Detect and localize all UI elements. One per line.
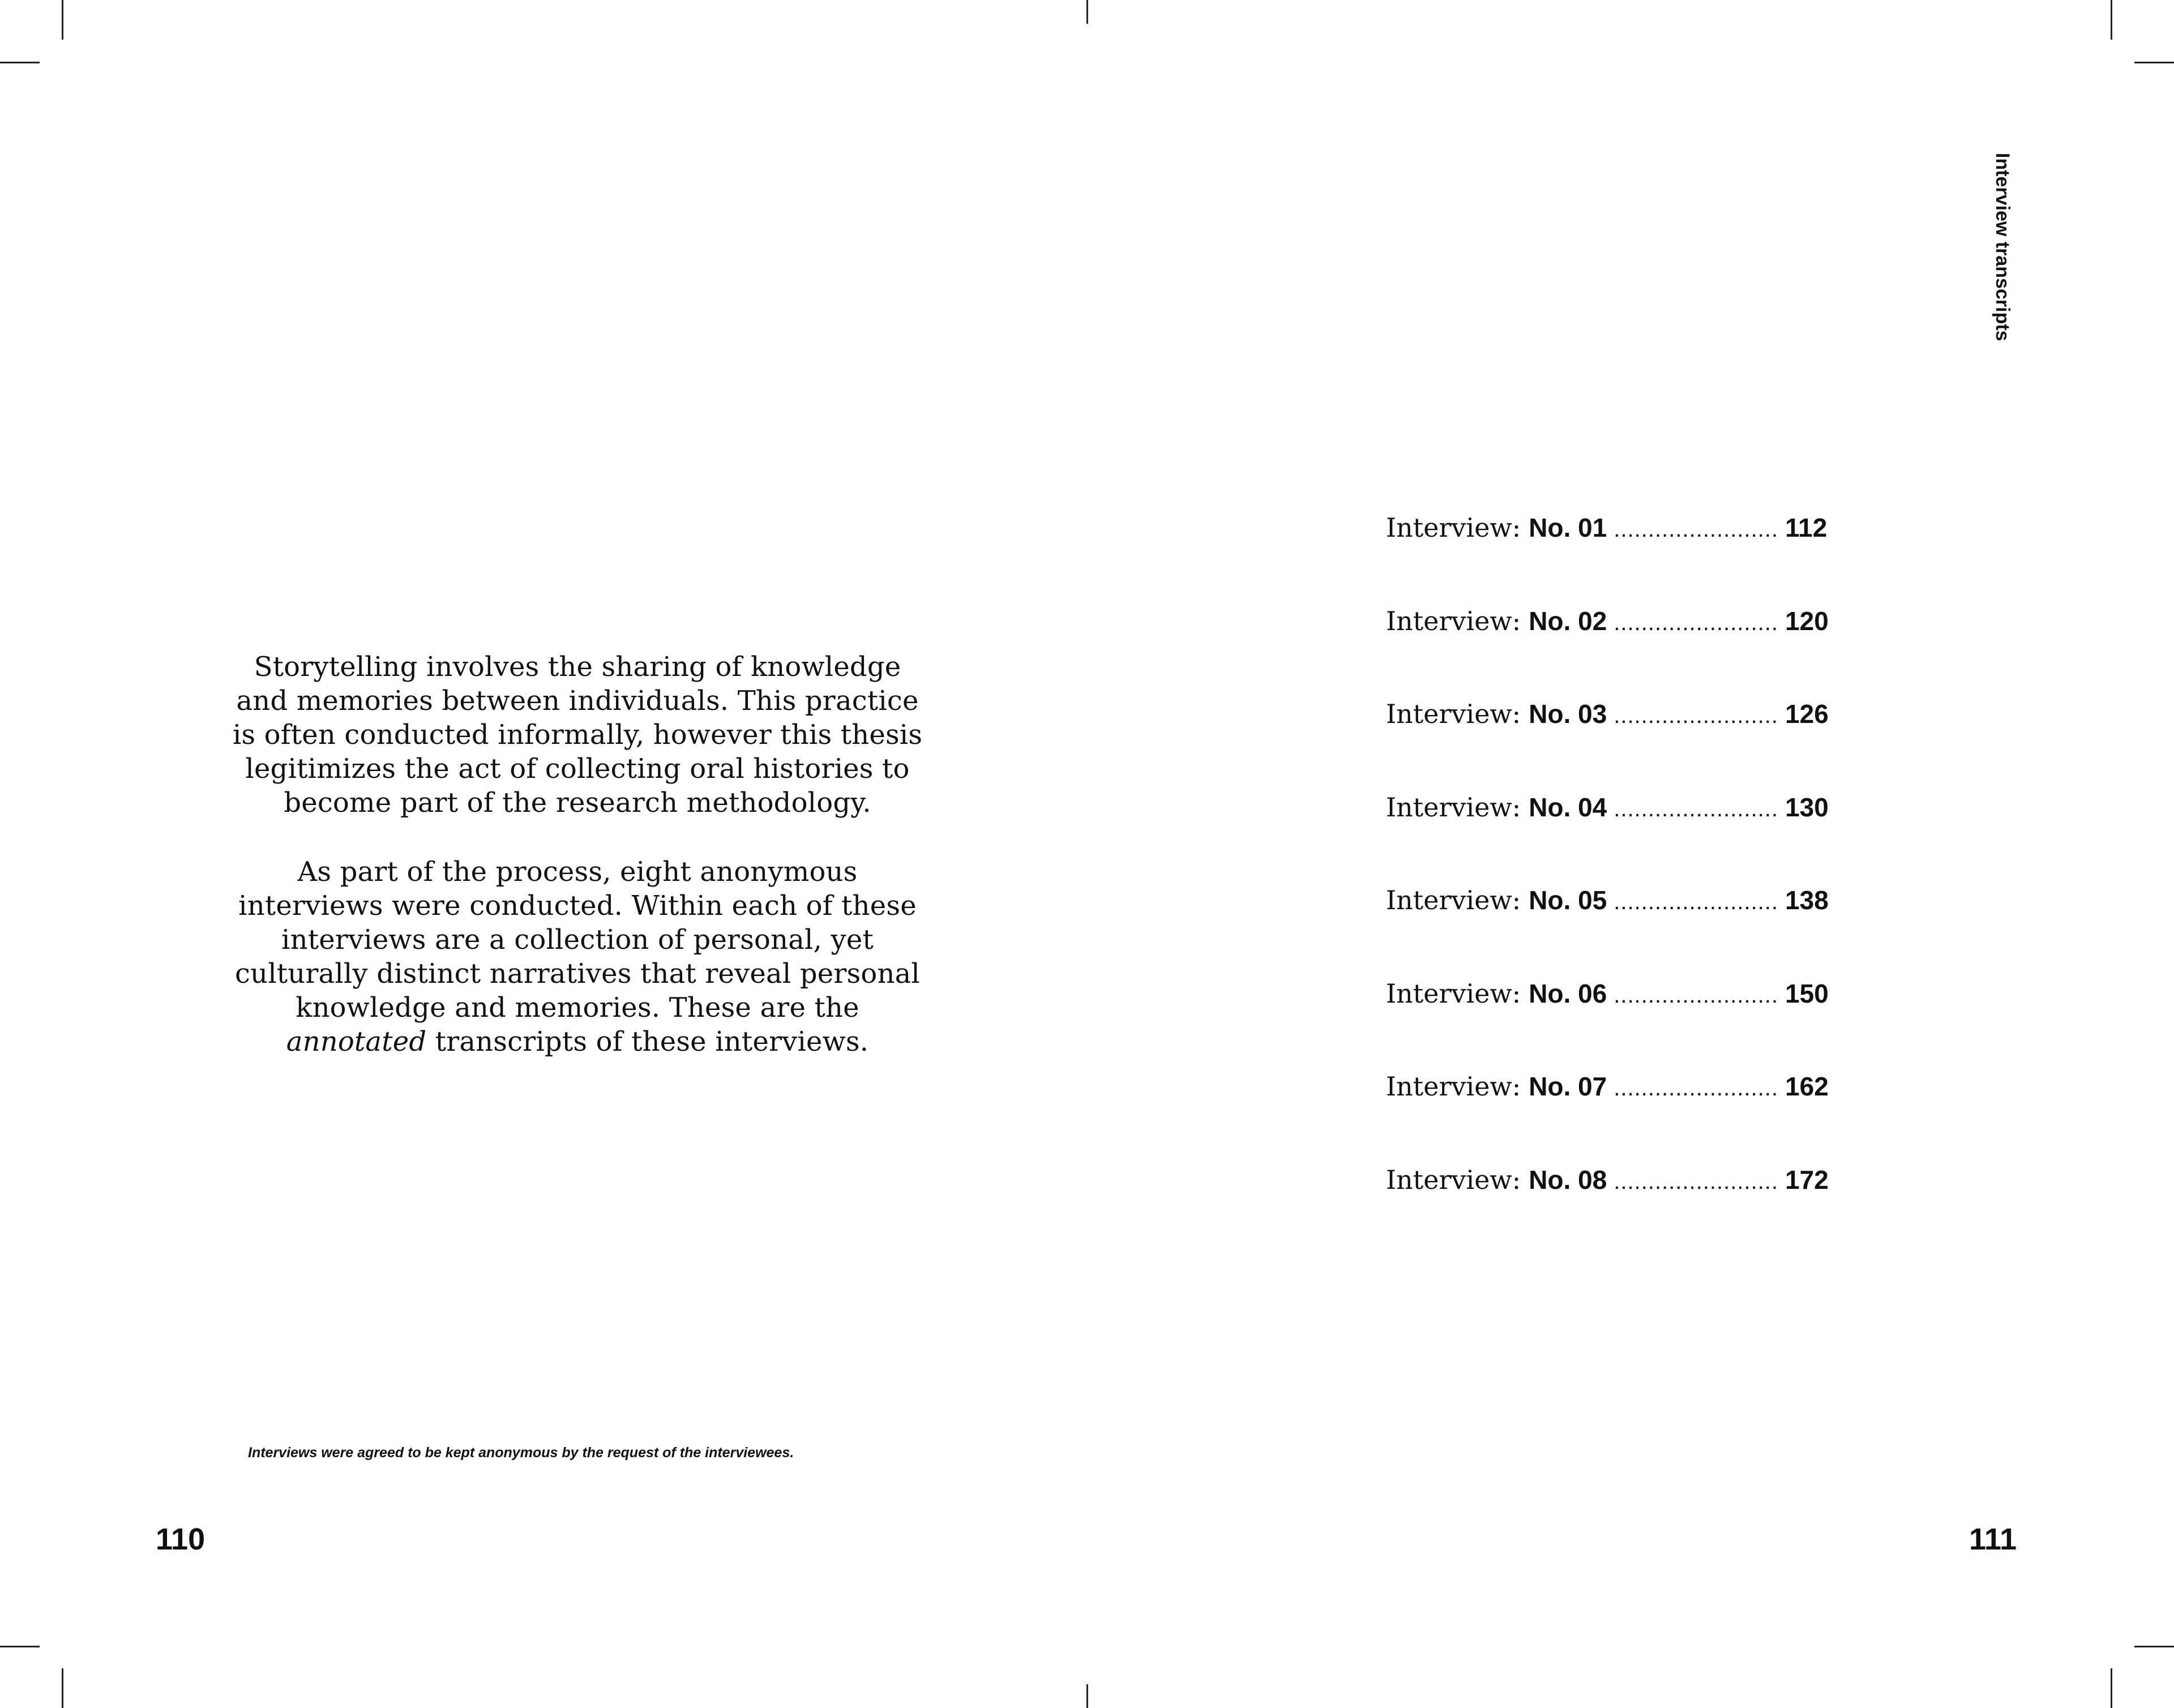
toc-entry-number: No. 01 bbox=[1529, 513, 1607, 542]
toc-entry-label: Interview: bbox=[1386, 605, 1521, 636]
intro-text-run: As part of the process, eight anonymous interviews were conducted. Within each of these interviews are a collection of personal, yet culturally distinct narratives that reveal personal knowledge and memories. These are the bbox=[235, 856, 920, 1024]
toc-entry-number: No. 03 bbox=[1529, 699, 1607, 729]
crop-mark-top-left bbox=[62, 0, 63, 40]
toc-leader-dots: ........................ bbox=[1614, 1076, 1779, 1101]
toc-entry[interactable] bbox=[1386, 1164, 1829, 1258]
intro-text-run: transcripts of these interviews. bbox=[426, 1026, 869, 1058]
toc-entry-number: No. 04 bbox=[1529, 792, 1607, 822]
toc-entry[interactable] bbox=[1386, 1071, 1829, 1165]
toc-entry[interactable] bbox=[1386, 699, 1829, 792]
toc-entry-number: No. 07 bbox=[1529, 1072, 1607, 1101]
table-of-contents bbox=[1386, 512, 1829, 1257]
toc-entry-label: Interview: bbox=[1386, 885, 1521, 915]
toc-entry[interactable] bbox=[1386, 791, 1829, 885]
intro-emphasis: annotated bbox=[286, 1026, 427, 1058]
toc-entry[interactable] bbox=[1386, 512, 1828, 606]
toc-entry-page: 130 bbox=[1785, 792, 1829, 822]
toc-entry[interactable] bbox=[1386, 885, 1829, 978]
toc-entry-label: Interview: bbox=[1386, 699, 1521, 729]
toc-entry-page: 112 bbox=[1785, 513, 1828, 542]
toc-entry-number: No. 08 bbox=[1529, 1165, 1607, 1195]
running-head: Interview transcripts bbox=[1992, 153, 2013, 341]
toc-leader-dots: ........................ bbox=[1614, 889, 1779, 914]
crop-mark-bottom-center bbox=[1086, 1684, 1088, 1708]
toc-entry-label: Interview: bbox=[1386, 512, 1521, 543]
crop-mark-bottom-right bbox=[2111, 1668, 2112, 1708]
crop-mark-top-left bbox=[0, 62, 40, 63]
toc-entry-label: Interview: bbox=[1386, 1164, 1521, 1195]
toc-leader-dots: ........................ bbox=[1614, 1168, 1779, 1194]
toc-entry-number: No. 06 bbox=[1529, 978, 1607, 1008]
toc-entry[interactable] bbox=[1386, 605, 1829, 699]
crop-mark-top-right bbox=[2134, 62, 2174, 63]
intro-paragraph bbox=[226, 855, 928, 1059]
intro-paragraph: Storytelling involves the sharing of knowledge and memories between individuals. This practice is often conducted informally, however this thesis legitimizes the act of collecting oral histories to become part of the research methodology. bbox=[232, 651, 923, 819]
intro-text bbox=[226, 650, 928, 1094]
page-number-right: 111 bbox=[1969, 1522, 2017, 1556]
toc-entry-page: 162 bbox=[1785, 1072, 1829, 1101]
toc-leader-dots: ........................ bbox=[1614, 982, 1779, 1008]
crop-mark-bottom-right bbox=[2134, 1646, 2174, 1647]
toc-entry-page: 120 bbox=[1785, 606, 1829, 636]
toc-entry-page: 172 bbox=[1785, 1165, 1829, 1195]
crop-mark-top-center bbox=[1086, 0, 1088, 24]
toc-entry-page: 126 bbox=[1785, 699, 1829, 729]
toc-leader-dots: ........................ bbox=[1614, 610, 1779, 635]
toc-entry-page: 150 bbox=[1785, 978, 1829, 1008]
toc-entry-number: No. 02 bbox=[1529, 606, 1607, 636]
page-number-left: 110 bbox=[156, 1522, 206, 1556]
toc-leader-dots: ........................ bbox=[1614, 517, 1779, 542]
toc-leader-dots: ........................ bbox=[1614, 796, 1779, 821]
crop-mark-bottom-left bbox=[62, 1668, 63, 1708]
toc-entry-number: No. 05 bbox=[1529, 885, 1607, 915]
crop-mark-top-right bbox=[2111, 0, 2112, 40]
toc-entry[interactable] bbox=[1386, 978, 1829, 1072]
toc-entry-label: Interview: bbox=[1386, 1071, 1521, 1102]
toc-entry-page: 138 bbox=[1785, 885, 1829, 915]
crop-mark-bottom-left bbox=[0, 1646, 40, 1647]
toc-leader-dots: ........................ bbox=[1614, 703, 1779, 728]
toc-entry-label: Interview: bbox=[1386, 978, 1521, 1009]
toc-entry-label: Interview: bbox=[1386, 791, 1521, 823]
footnote: Interviews were agreed to be kept anonymous by the request of the interviewees. bbox=[248, 1445, 794, 1461]
